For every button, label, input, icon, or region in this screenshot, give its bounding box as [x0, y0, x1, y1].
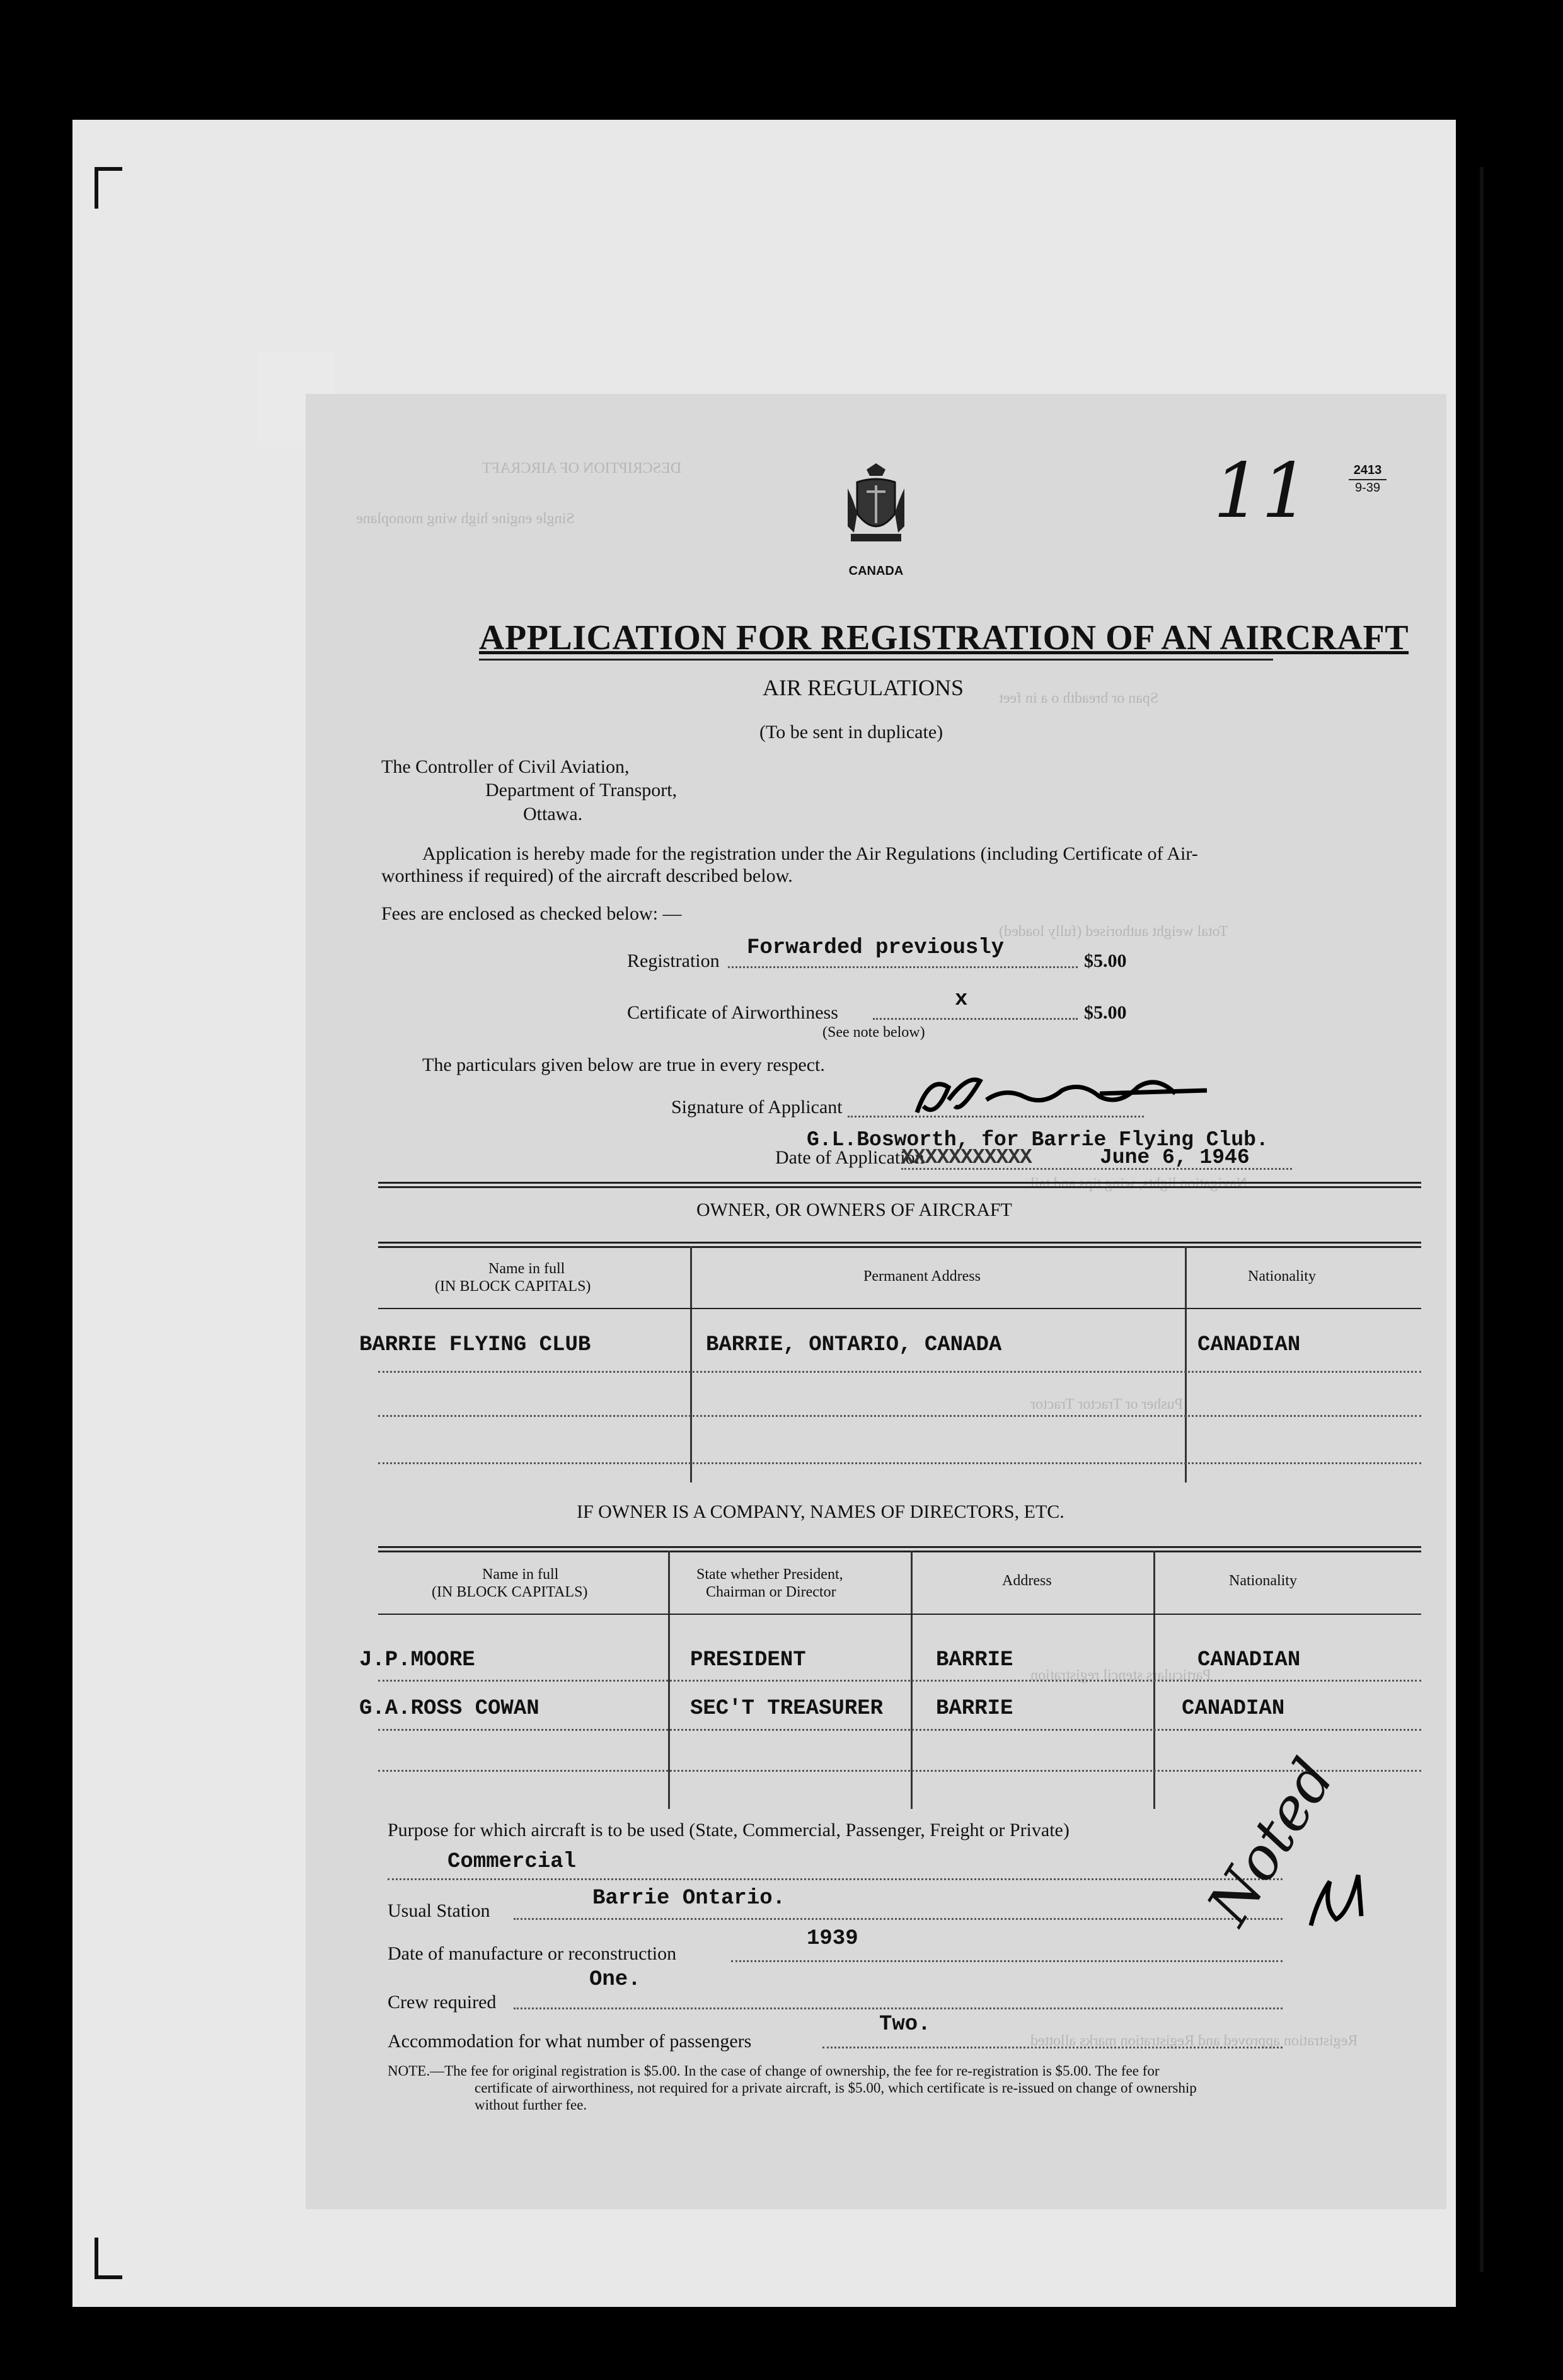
- bleed-through-text: Span or breadth o a in feet: [999, 690, 1159, 707]
- directors-col-address: Address: [1002, 1573, 1052, 1589]
- handwritten-initial: Noted: [1194, 1747, 1347, 1936]
- manufacture-label: Date of manufacture or reconstruction: [388, 1943, 677, 1964]
- coat-of-arms-icon: [841, 463, 911, 558]
- certificate-fill-line: [873, 1018, 1078, 1020]
- date-value: June 6, 1946: [1100, 1146, 1250, 1169]
- crop-mark-top-left: [95, 167, 122, 209]
- certificate-amount: $5.00: [1084, 1002, 1127, 1023]
- bleed-through-text: Particulars stencil registration: [1030, 1667, 1211, 1684]
- section-divider: [378, 1182, 1421, 1184]
- registration-label: Registration: [627, 950, 720, 971]
- directors-col-name: Name in full: [482, 1566, 559, 1583]
- owners-col-address: Permanent Address: [863, 1268, 981, 1285]
- bleed-through-text: Total weight authorised (fully loaded): [999, 923, 1228, 940]
- directors-row-line: [378, 1680, 1421, 1682]
- date-fill-line: [901, 1168, 1292, 1170]
- addressee-line-2: Department of Transport,: [485, 780, 678, 800]
- director-role: SEC'T TREASURER: [690, 1697, 884, 1721]
- application-text-1: Application is hereby made for the registration under the Air Regulations (including Certificate of Air-: [422, 843, 1198, 864]
- crew-fill-line: [514, 2007, 1283, 2009]
- owners-heading: OWNER, OR OWNERS OF AIRCRAFT: [696, 1199, 1012, 1220]
- manufacture-value: 1939: [807, 1927, 858, 1951]
- signature-label: Signature of Applicant: [671, 1097, 843, 1118]
- director-name: J.P.MOORE: [359, 1648, 475, 1672]
- owners-row-line: [378, 1371, 1421, 1373]
- bleed-through-text: DESCRIPTION OF AIRCRAFT: [482, 460, 682, 477]
- bleed-through-text: Navigation lights, wing tips and tail: [1030, 1176, 1247, 1192]
- director-name: G.A.ROSS COWAN: [359, 1697, 539, 1721]
- application-text-2: worthiness if required) of the aircraft described below.: [381, 865, 793, 886]
- signature-fill-line: [848, 1116, 1144, 1118]
- form-date: 9-39: [1354, 481, 1381, 495]
- directors-table-top: [378, 1546, 1421, 1548]
- certificate-label: Certificate of Airworthiness: [627, 1002, 838, 1023]
- accommodation-value: Two.: [879, 2013, 931, 2036]
- station-value: Barrie Ontario.: [592, 1886, 786, 1910]
- station-label: Usual Station: [388, 1900, 490, 1921]
- purpose-label: Purpose for which aircraft is to be used (State, Commercial, Passenger, Freight or Private): [388, 1820, 1070, 1840]
- station-fill-line: [514, 1918, 1283, 1920]
- fees-text: Fees are enclosed as checked below: —: [381, 903, 682, 924]
- owners-col-divider: [690, 1246, 692, 1482]
- directors-col-state-sub: Chairman or Director: [706, 1584, 836, 1600]
- form-number: 2413: [1353, 463, 1382, 477]
- see-note: (See note below): [822, 1024, 925, 1041]
- handwritten-initial-mark: [1298, 1856, 1374, 1938]
- accommodation-fill-line: [822, 2047, 1283, 2048]
- coat-of-arms-label: CANADA: [848, 564, 904, 578]
- crop-mark-right: [1456, 167, 1484, 2272]
- owners-table-top: [378, 1246, 1421, 1248]
- directors-row-line: [378, 1770, 1421, 1772]
- directors-table-top: [378, 1551, 1421, 1552]
- director-role: PRESIDENT: [690, 1648, 806, 1672]
- owners-row-line: [378, 1462, 1421, 1464]
- particulars-text: The particulars given below are true in every respect.: [422, 1054, 825, 1075]
- addressee-line-3: Ottawa.: [523, 804, 583, 824]
- accommodation-label: Accommodation for what number of passengers: [388, 2031, 752, 2052]
- signature-graphic: [911, 1062, 1226, 1131]
- registration-amount: $5.00: [1084, 950, 1127, 971]
- director-address: BARRIE: [936, 1648, 1013, 1672]
- struck-text: XXXXXXXXXXX: [901, 1146, 1032, 1169]
- director-nationality: CANADIAN: [1182, 1697, 1285, 1721]
- note-line-2: certificate of airworthiness, not required for a private aircraft, is $5.00, which certificate is re-issued on change of ownership: [475, 2080, 1197, 2096]
- certificate-value: x: [955, 988, 968, 1012]
- addressee-line-1: The Controller of Civil Aviation,: [381, 756, 630, 777]
- form-subtitle: AIR REGULATIONS: [763, 675, 964, 700]
- owners-col-name-sub: (IN BLOCK CAPITALS): [435, 1278, 591, 1295]
- registration-fill-line: [728, 966, 1078, 968]
- divider: [1349, 479, 1387, 480]
- registration-value: Forwarded previously: [747, 936, 1005, 960]
- handwritten-number: 11: [1213, 448, 1310, 535]
- owner-name: BARRIE FLYING CLUB: [359, 1333, 591, 1357]
- form-title: APPLICATION FOR REGISTRATION OF AN AIRCRAFT: [479, 618, 1409, 657]
- crew-label: Crew required: [388, 1992, 497, 2013]
- bleed-through-text: Single engine high wing monoplane: [356, 511, 575, 527]
- note-line-3: without further fee.: [475, 2097, 587, 2113]
- directors-col-state: State whether President,: [696, 1566, 843, 1583]
- title-underline: [479, 659, 1273, 661]
- application-form: [306, 394, 1446, 2209]
- owners-row-line: [378, 1415, 1421, 1417]
- directors-row-line: [378, 1729, 1421, 1731]
- owners-col-nationality: Nationality: [1248, 1268, 1316, 1285]
- directors-heading: IF OWNER IS A COMPANY, NAMES OF DIRECTORS, ETC.: [577, 1501, 1064, 1522]
- owners-table-top: [378, 1242, 1421, 1244]
- director-address: BARRIE: [936, 1697, 1013, 1721]
- bleed-through-text: Registration approved and Registration marks allotted: [1030, 2033, 1358, 2049]
- crew-value: One.: [589, 1968, 641, 1992]
- owner-address: BARRIE, ONTARIO, CANADA: [706, 1333, 1002, 1357]
- owners-header-divider: [378, 1308, 1421, 1309]
- date-label: Date of Application: [775, 1147, 925, 1168]
- owner-nationality: CANADIAN: [1197, 1333, 1301, 1357]
- crop-mark-bottom-left: [95, 2238, 122, 2279]
- signed-by: G.L.Bosworth, for Barrie Flying Club.: [807, 1128, 1269, 1152]
- note-line-1: NOTE.—The fee for original registration is $5.00. In the case of change of ownership, the fee for re-registration is $5.00. The fee for: [388, 2063, 1160, 2079]
- owners-col-divider: [1185, 1246, 1187, 1482]
- director-nationality: CANADIAN: [1197, 1648, 1301, 1672]
- directors-header-divider: [378, 1614, 1421, 1615]
- purpose-fill-line: [388, 1878, 1283, 1880]
- duplicate-note: (To be sent in duplicate): [759, 722, 943, 742]
- directors-col-name-sub: (IN BLOCK CAPITALS): [432, 1584, 588, 1600]
- bleed-through-text: Pusher or Tractor Tractor: [1030, 1396, 1184, 1412]
- purpose-value: Commercial: [447, 1850, 577, 1874]
- owners-col-name: Name in full: [488, 1261, 565, 1277]
- manufacture-fill-line: [731, 1960, 1283, 1962]
- section-divider: [378, 1186, 1421, 1188]
- directors-col-nationality: Nationality: [1229, 1573, 1297, 1589]
